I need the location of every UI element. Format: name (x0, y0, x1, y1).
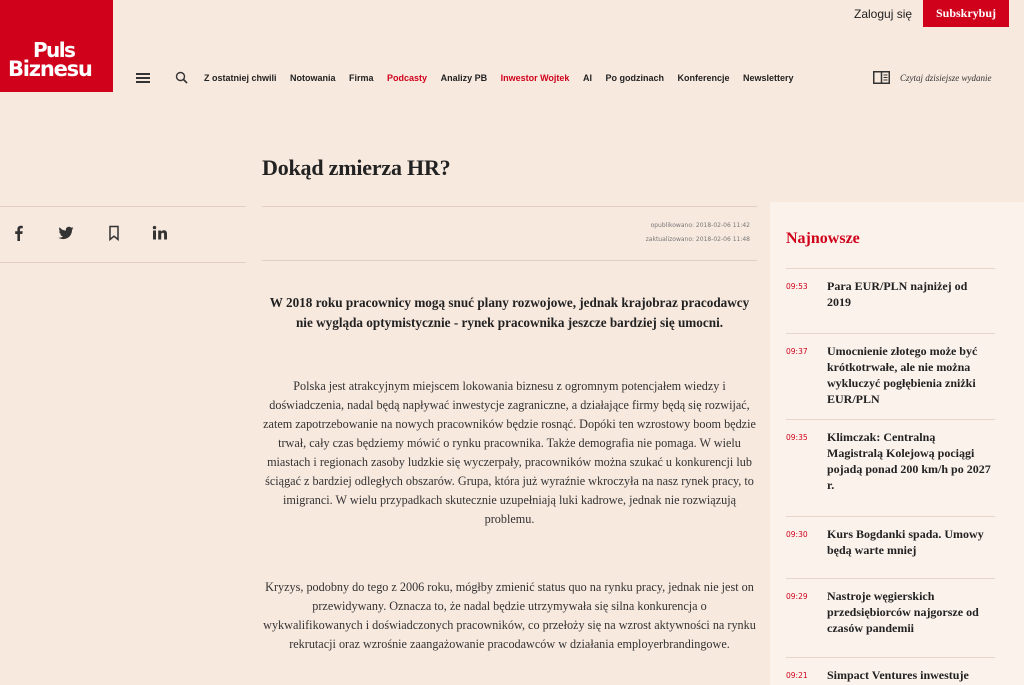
facebook-icon[interactable] (10, 224, 28, 242)
news-item[interactable] (786, 419, 995, 505)
twitter-icon[interactable] (57, 224, 75, 242)
menu-icon[interactable] (136, 73, 150, 83)
share-divider-bottom (0, 262, 246, 263)
nav-item-newslettery[interactable]: Newslettery (742, 73, 794, 83)
logo-line2: Biznesu (8, 57, 92, 81)
news-item[interactable] (786, 516, 995, 566)
nav-item-podcasty[interactable]: Podcasty (387, 73, 428, 83)
newspaper-icon (873, 71, 890, 84)
article-paragraph-2: Kryzys, podobny do tego z 2006 roku, mógłby zmienić status quo na rynku pracy, jednak nie jest on przewidywany. Oznacza to, że nadal będzie utrzymywała się silna konkurencja o wykwalifikowanych i doświadczonych pracowników, co przełoży się na wzrost aktywności na rynku rekrutacji oraz wzrośnie zaangażowanie pracodawców w działania employerbrandingowe. (263, 580, 756, 651)
news-item[interactable] (786, 578, 995, 644)
news-title[interactable]: Para EUR/PLN najniżej od 2019 (827, 279, 968, 309)
sidebar-title: Najnowsze (786, 230, 860, 247)
main-nav (204, 71, 807, 85)
news-title[interactable]: Simpact Ventures inwestuje (827, 668, 969, 682)
nav-item-ai[interactable]: AI (582, 73, 592, 83)
nav-item-analizy-pb[interactable]: Analizy PB (440, 73, 488, 83)
search-icon[interactable] (175, 71, 189, 85)
read-today-label: Czytaj dzisiejsze wydanie (900, 72, 992, 83)
news-time: 09:30 (786, 530, 808, 539)
subscribe-button[interactable]: Subskrybuj (923, 0, 1009, 27)
logo-line1: Puls (33, 38, 75, 62)
published-date: opublikowano: 2018-02-06 11:42 (650, 222, 750, 229)
site-logo[interactable] (0, 0, 113, 92)
article-paragraph-1: Polska jest atrakcyjnym miejscem lokowania biznesu z ogromnym potencjałem wiedzy i doświadczenia, nadal będą napływać inwestycje zagraniczne, a działające firmy będą się rozwijać, zatem zapotrzebowanie na nowych pracowników będzie rosnąć. Dopóki ten wzrostowy boom będzie trwał, cały czas będziemy mówić o rynku pracownika. Także demografia nie pomaga. W wielu miastach i regionach zasoby ludzkie się wyczerpały, pracowników można szukać u konkurencji lub ściągać z bardziej odległych obszarów. Grupa, która już wyraźnie wkroczyła na nasz rynek pracy, to imigranci. W wielu przypadkach skutecznie uzupełniają luki kadrowe, jednak nie rozwiązują problemu. (263, 379, 756, 526)
share-divider-top (0, 206, 246, 207)
meta-divider-top (262, 206, 757, 207)
news-title[interactable]: Klimczak: Centralną Magistralą Kolejową pociągi pojadą ponad 200 km/h po 2027 r. (827, 430, 991, 492)
article-title: Dokąd zmierza HR? (262, 155, 451, 180)
read-today-link[interactable] (873, 71, 992, 84)
login-link[interactable]: Zaloguj się (854, 7, 913, 21)
meta-divider-bottom (262, 260, 757, 261)
nav-item-notowania[interactable]: Notowania (290, 73, 336, 83)
news-time: 09:29 (786, 592, 808, 601)
nav-item-po-godzinach[interactable]: Po godzinach (605, 73, 664, 83)
nav-item-z-ostatniej-chwili[interactable]: Z ostatniej chwili (204, 73, 277, 83)
updated-date: zaktualizowano: 2018-02-06 11:48 (645, 236, 750, 243)
nav-item-konferencje[interactable]: Konferencje (677, 73, 730, 83)
news-time: 09:21 (786, 671, 808, 680)
linkedin-icon[interactable] (151, 224, 169, 242)
latest-news-sidebar (770, 202, 1024, 685)
news-title[interactable]: Nastroje węgierskich przedsiębiorców najgorsze od czasów pandemii (827, 589, 979, 635)
article-lead: W 2018 roku pracownicy mogą snuć plany rozwojowe, jednak krajobraz pracodawcy nie wygląda optymistycznie - rynek pracownika jeszcze bardziej się umocni. (269, 295, 750, 330)
news-time: 09:53 (786, 282, 808, 291)
bookmark-icon[interactable] (105, 224, 123, 242)
news-item[interactable] (786, 657, 995, 685)
news-title[interactable]: Kurs Bogdanki spada. Umowy będą warte mniej (827, 527, 984, 557)
news-item[interactable] (786, 268, 995, 318)
news-time: 09:37 (786, 347, 808, 356)
nav-item-inwestor-wojtek[interactable]: Inwestor Wojtek (500, 73, 570, 83)
news-title[interactable]: Umocnienie złotego może być krótkotrwałe, ale nie można wykluczyć pogłębienia zniżki EUR/PLN (827, 344, 978, 406)
news-time: 09:35 (786, 433, 808, 442)
news-item[interactable] (786, 333, 995, 419)
nav-item-firma[interactable]: Firma (349, 73, 374, 83)
